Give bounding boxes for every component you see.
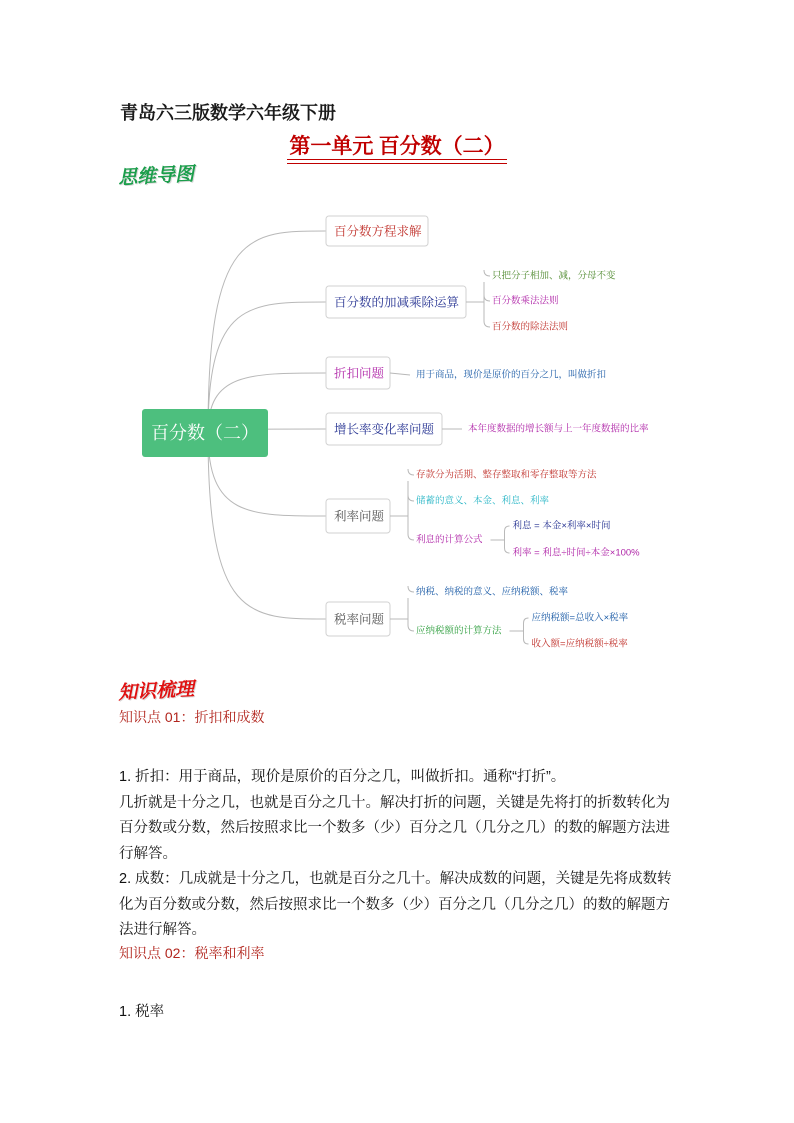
connector-line (408, 469, 414, 475)
connector-line (408, 495, 414, 501)
leaf-label: 利息的计算公式 (416, 534, 483, 546)
paragraph: 2. 成数：几成就是十分之几，也就是百分之几十。解决成数的问题，关键是先将成数转化为百分数或分数，然后按照求比一个数多（少）百分之几（几分之几）的数的解题方法进行解答。 (119, 871, 672, 938)
connector-line (208, 433, 326, 619)
connector-line (484, 295, 490, 301)
connector-line (408, 586, 414, 592)
connector-line (484, 270, 490, 276)
branch-label: 百分数方程求解 (334, 224, 422, 239)
section-knowledge-heading: 知识梳理 (117, 678, 195, 704)
connector-line (505, 548, 510, 553)
leaf-label: 百分数乘法法则 (492, 295, 559, 307)
connector-line (390, 373, 410, 375)
branch-label: 折扣问题 (334, 366, 385, 381)
branch-label: 税率问题 (334, 612, 385, 627)
paragraph: 1. 税率 (119, 1004, 165, 1020)
leaf-label: 应纳税额的计算方法 (416, 625, 502, 637)
document-header: 青岛六三版数学六年级下册 (120, 103, 336, 123)
paragraph: 几折就是十分之几，也就是百分之几十。解决打折的问题，关键是先将打的折数转化为百分数或分数，然后按照求比一个数多（少）百分之几（几分之几）的数的解题方法进行解答。 (119, 794, 670, 862)
connector-line (505, 526, 510, 531)
branch-label: 利率问题 (334, 509, 385, 524)
leaf-label: 只把分子相加、减，分母不变 (492, 270, 616, 282)
paragraph: 1. 折扣：用于商品，现价是原价的百分之几，叫做折扣。通称“打折”。 (119, 769, 566, 785)
connector-line (408, 534, 414, 540)
section-mindmap-heading: 思维导图 (117, 163, 195, 189)
branch-label: 百分数的加减乘除运算 (334, 295, 460, 310)
sub-leaf-label: 利息 = 本金×利率×时间 (512, 520, 611, 532)
sub-leaf-label: 应纳税额=总收入×税率 (531, 612, 629, 624)
sub-leaf-label: 利率 = 利息÷时间÷本金×100% (512, 547, 640, 559)
knowledge-point-2-title: 知识点 02：税率和利率 (119, 945, 265, 961)
leaf-label: 本年度数据的增长额与上一年度数据的比率 (468, 423, 649, 435)
unit-title-wrapper (0, 130, 794, 160)
leaf-label: 储蓄的意义、本金、利息、利率 (416, 495, 550, 507)
connector-line (408, 625, 414, 631)
leaf-label: 存款分为活期、整存整取和零存整取等方法 (416, 469, 597, 481)
knowledge-point-1-title: 知识点 01：折扣和成数 (119, 709, 265, 725)
connector-line (524, 618, 529, 623)
root-node-label: 百分数（二） (151, 422, 259, 443)
sub-leaf-label: 收入额=应纳税额÷税率 (531, 638, 628, 650)
unit-title: 第一单元 百分数（二） (289, 134, 505, 158)
mind-map (0, 195, 794, 655)
leaf-label: 用于商品，现价是原价的百分之几，叫做折扣 (416, 369, 607, 381)
knowledge-point-1-text (119, 765, 679, 944)
branch-label: 增长率变化率问题 (334, 422, 435, 437)
leaf-label: 纳税、纳税的意义、应纳税额、税率 (416, 586, 569, 598)
leaf-label: 百分数的除法法则 (492, 321, 569, 333)
connector-line (524, 639, 529, 644)
knowledge-point-2-text (119, 1000, 679, 1026)
connector-line (484, 321, 490, 327)
